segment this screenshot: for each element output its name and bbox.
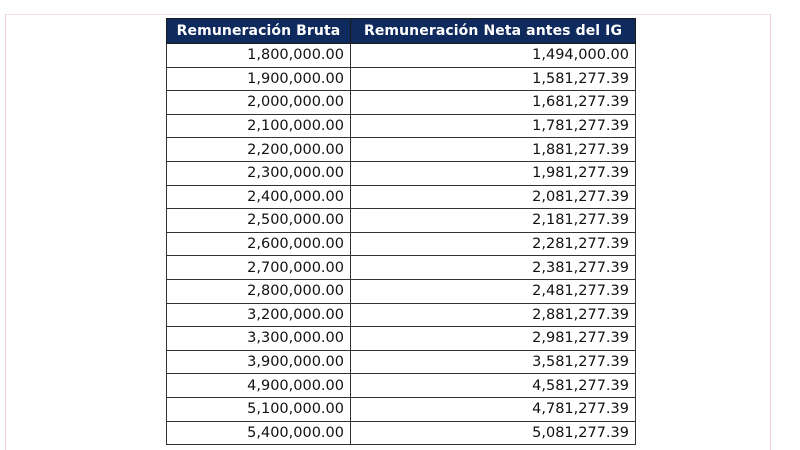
table-row (167, 91, 636, 115)
table-row (167, 421, 636, 445)
net-salary-cell: 3,581,277.39 (351, 350, 636, 374)
gross-salary-cell: 2,400,000.00 (167, 185, 351, 209)
gross-salary-cell: 2,100,000.00 (167, 114, 351, 138)
table-header-row (167, 19, 636, 44)
net-salary-cell: 2,481,277.39 (351, 279, 636, 303)
table-row (167, 327, 636, 351)
gross-salary-cell: 3,300,000.00 (167, 327, 351, 351)
gross-salary-cell: 2,000,000.00 (167, 91, 351, 115)
table-row (167, 303, 636, 327)
net-salary-cell: 1,781,277.39 (351, 114, 636, 138)
table-row (167, 161, 636, 185)
table-row (167, 44, 636, 68)
header-net-salary-before-ig: Remuneración Neta antes del IG (351, 19, 636, 44)
gross-salary-cell: 5,400,000.00 (167, 421, 351, 445)
gross-salary-cell: 2,500,000.00 (167, 209, 351, 233)
net-salary-cell: 2,081,277.39 (351, 185, 636, 209)
table-body (167, 44, 636, 445)
net-salary-cell: 1,981,277.39 (351, 161, 636, 185)
net-salary-cell: 5,081,277.39 (351, 421, 636, 445)
gross-salary-cell: 2,300,000.00 (167, 161, 351, 185)
table-row (167, 185, 636, 209)
net-salary-cell: 1,494,000.00 (351, 44, 636, 68)
net-salary-cell: 2,181,277.39 (351, 209, 636, 233)
table-row (167, 67, 636, 91)
net-salary-cell: 2,881,277.39 (351, 303, 636, 327)
table-row (167, 209, 636, 233)
gross-salary-cell: 2,200,000.00 (167, 138, 351, 162)
net-salary-cell: 4,781,277.39 (351, 397, 636, 421)
gross-salary-cell: 3,900,000.00 (167, 350, 351, 374)
table-row (167, 374, 636, 398)
net-salary-cell: 4,581,277.39 (351, 374, 636, 398)
gross-salary-cell: 2,700,000.00 (167, 256, 351, 280)
table-row (167, 138, 636, 162)
header-gross-salary: Remuneración Bruta (167, 19, 351, 44)
net-salary-cell: 2,381,277.39 (351, 256, 636, 280)
gross-salary-cell: 2,600,000.00 (167, 232, 351, 256)
gross-salary-cell: 4,900,000.00 (167, 374, 351, 398)
table-row (167, 397, 636, 421)
gross-salary-cell: 1,800,000.00 (167, 44, 351, 68)
table-row (167, 256, 636, 280)
salary-table (166, 18, 636, 445)
table-row (167, 114, 636, 138)
table-row (167, 279, 636, 303)
net-salary-cell: 2,981,277.39 (351, 327, 636, 351)
table-row (167, 350, 636, 374)
net-salary-cell: 1,581,277.39 (351, 67, 636, 91)
gross-salary-cell: 3,200,000.00 (167, 303, 351, 327)
net-salary-cell: 2,281,277.39 (351, 232, 636, 256)
net-salary-cell: 1,681,277.39 (351, 91, 636, 115)
gross-salary-cell: 5,100,000.00 (167, 397, 351, 421)
gross-salary-cell: 2,800,000.00 (167, 279, 351, 303)
gross-salary-cell: 1,900,000.00 (167, 67, 351, 91)
table-row (167, 232, 636, 256)
net-salary-cell: 1,881,277.39 (351, 138, 636, 162)
